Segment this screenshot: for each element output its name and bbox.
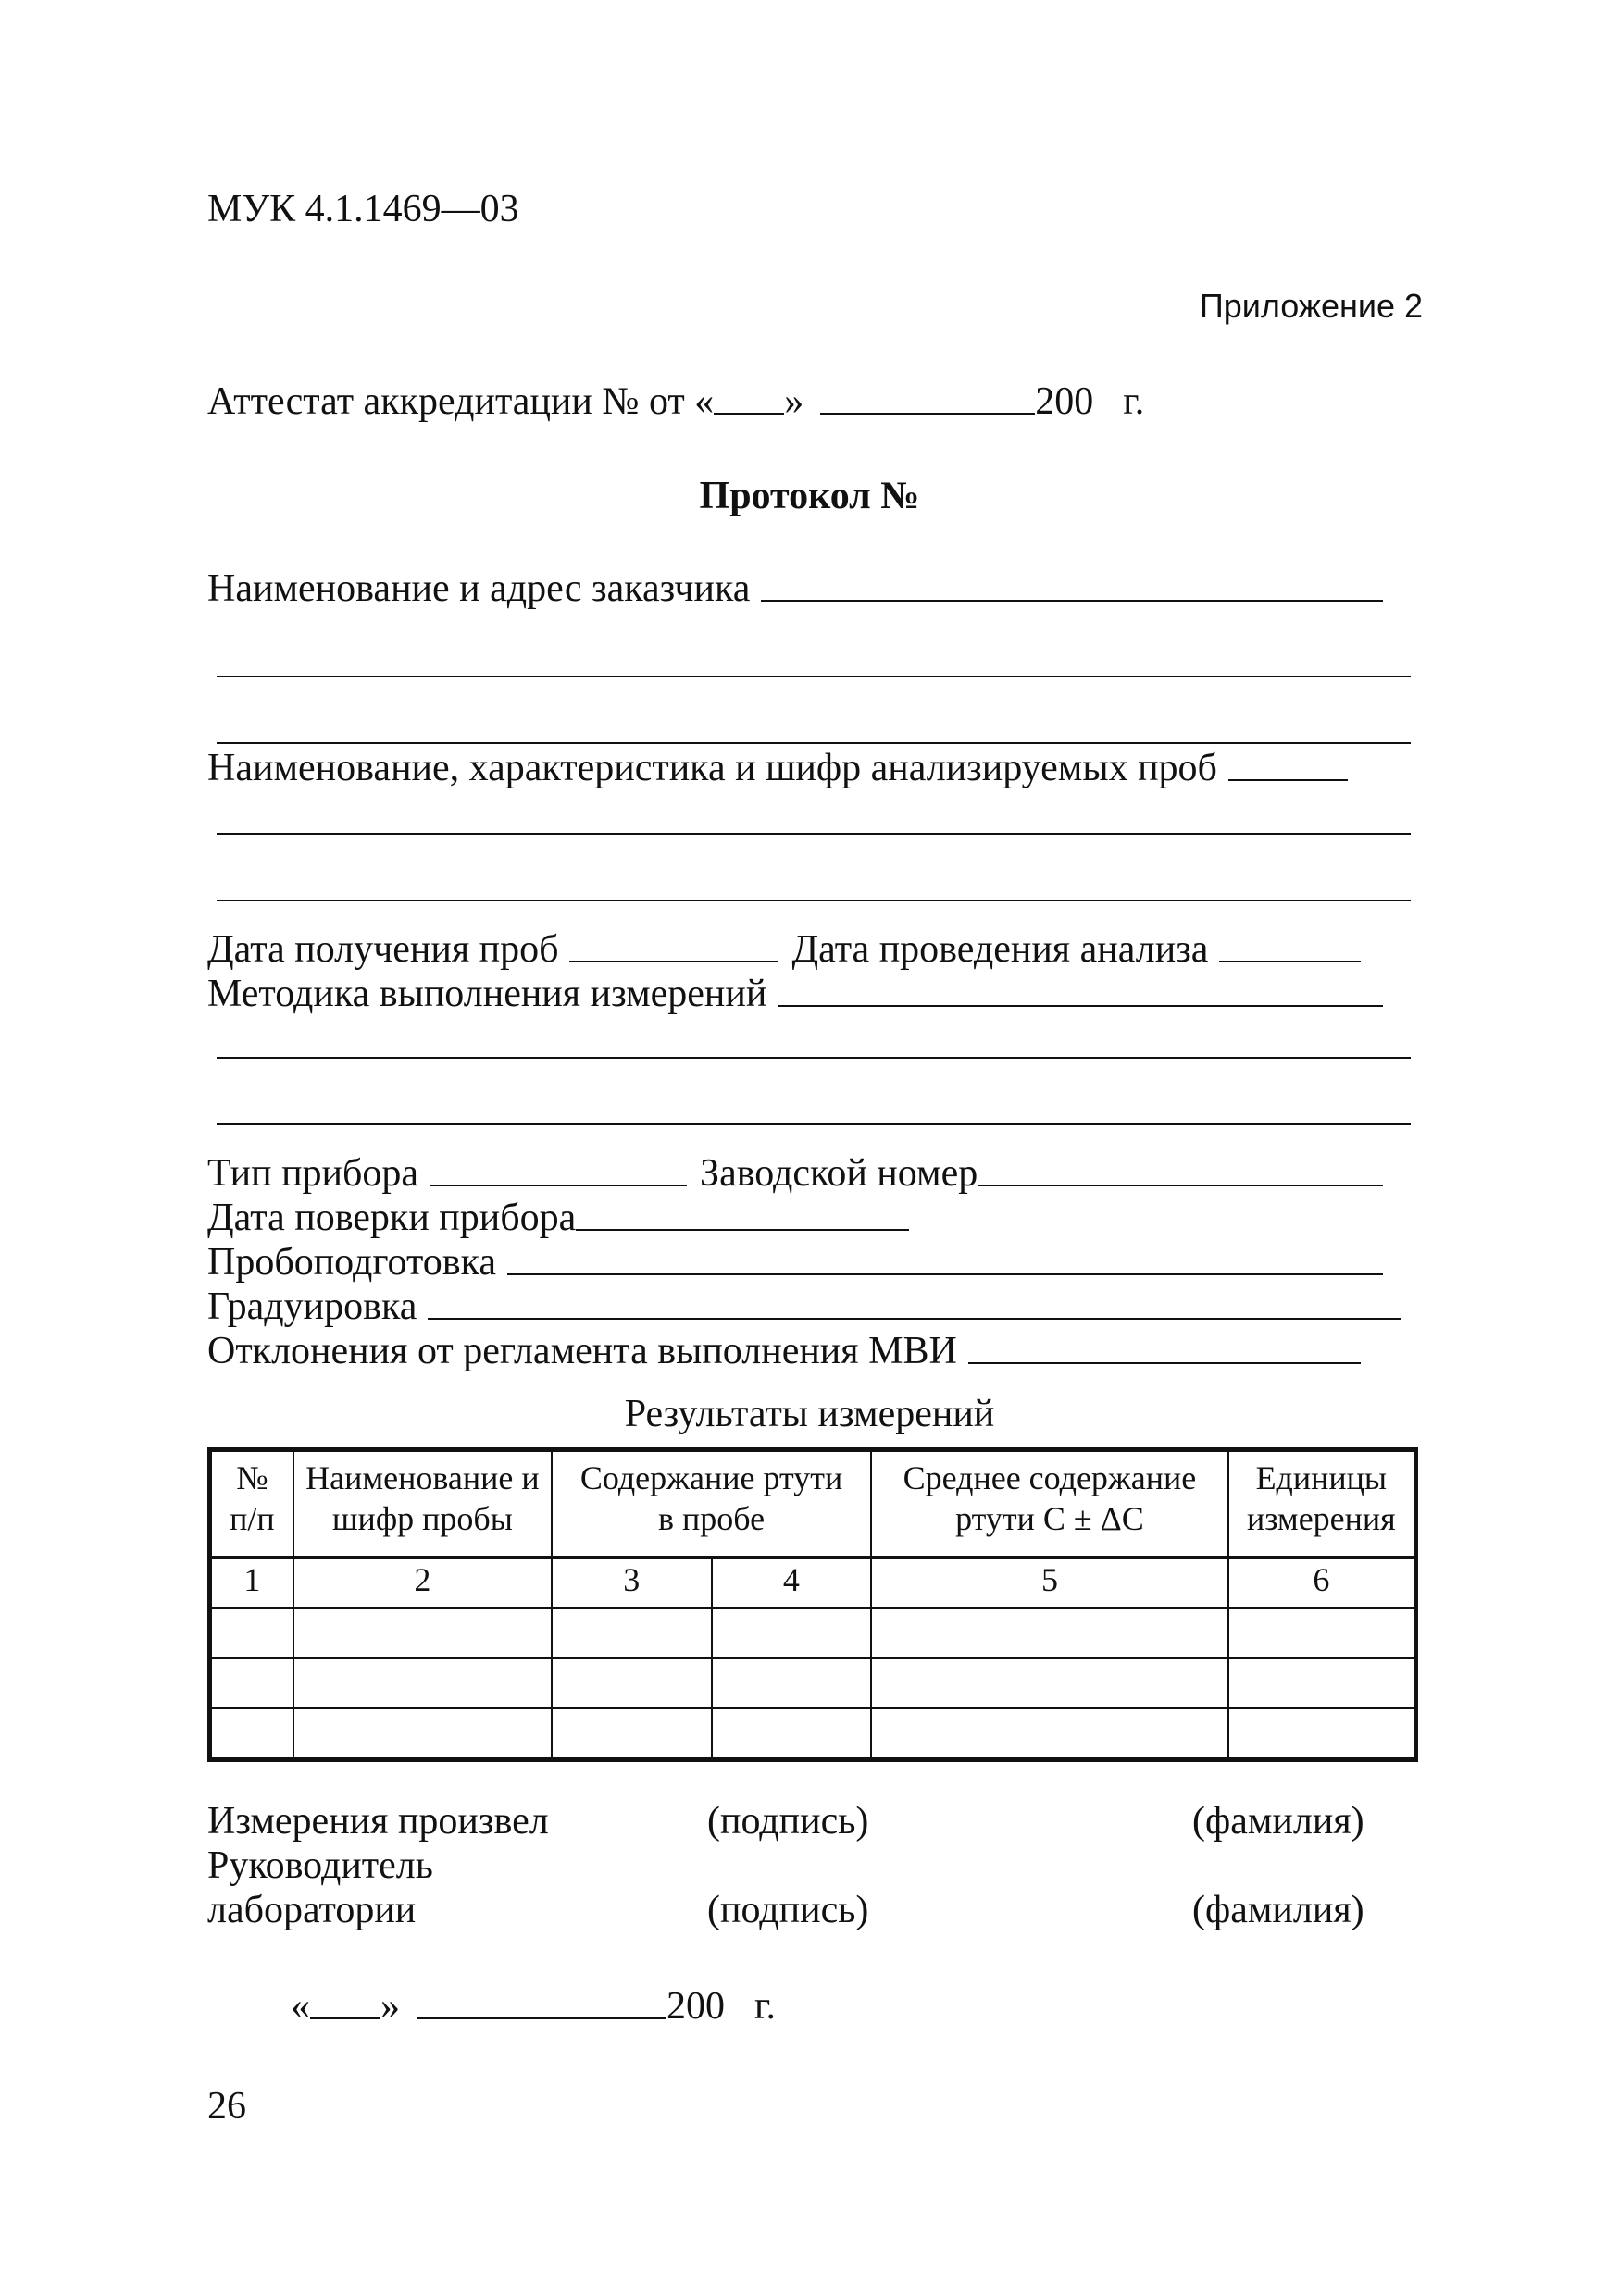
received-date-blank[interactable]: [569, 961, 778, 962]
table-cell[interactable]: [1228, 1708, 1416, 1760]
received-date-label: Дата получения проб: [207, 928, 559, 971]
table-cell[interactable]: [293, 1658, 552, 1708]
calibration-field: [207, 1285, 1401, 1329]
verification-date-blank[interactable]: [576, 1229, 909, 1231]
customer-field: [207, 566, 1383, 611]
bottom-date-day-blank[interactable]: [310, 2017, 380, 2019]
head-surname: (фамилия): [1192, 1889, 1364, 1931]
header-units-line2: измерения: [1246, 1500, 1396, 1537]
table-header-row: [210, 1450, 1416, 1558]
table-cell[interactable]: [712, 1608, 872, 1658]
samples-extra-line-2[interactable]: [217, 900, 1411, 901]
deviations-label: Отклонения от регламента выполнения МВИ: [207, 1330, 957, 1372]
bottom-date-line: [291, 1984, 776, 2029]
head-label-line2: лаборатории: [207, 1889, 417, 1931]
header-sample-name-line1: Наименование и: [305, 1459, 540, 1496]
header-mercury-content-line2: в пробе: [658, 1500, 766, 1537]
appendix-label: Приложение 2: [1199, 287, 1423, 325]
samples-label: Наименование, характеристика и шифр анализируемых проб: [207, 747, 1217, 789]
column-number: 6: [1228, 1558, 1416, 1608]
customer-extra-line-2[interactable]: [217, 742, 1411, 744]
head-signature: (подпись): [707, 1889, 869, 1931]
method-blank[interactable]: [778, 1005, 1383, 1007]
method-extra-line-1[interactable]: [217, 1057, 1411, 1059]
header-mean-content-line1: Среднее содержание: [903, 1459, 1197, 1496]
header-mean-content-line2: ртути С ± ΔС: [955, 1500, 1144, 1537]
table-row: [210, 1608, 1416, 1658]
accreditation-year-suffix: г.: [1123, 380, 1145, 423]
measured-by-signature: (подпись): [707, 1800, 869, 1843]
table-cell[interactable]: [712, 1658, 872, 1708]
customer-blank[interactable]: [761, 600, 1383, 602]
serial-number-blank[interactable]: [978, 1185, 1383, 1186]
table-cell[interactable]: [552, 1708, 712, 1760]
accreditation-year: 200: [1035, 380, 1094, 423]
accreditation-label: Аттестат аккредитации № от «: [207, 380, 715, 423]
table-row: [210, 1708, 1416, 1760]
page-number: 26: [207, 2085, 246, 2128]
customer-label: Наименование и адрес заказчика: [207, 567, 751, 610]
serial-number-label: Заводской номер: [700, 1152, 978, 1195]
table-cell[interactable]: [712, 1708, 872, 1760]
device-type-label: Тип прибора: [207, 1152, 419, 1195]
table-cell[interactable]: [552, 1658, 712, 1708]
header-units: [1228, 1450, 1416, 1558]
column-number: 2: [293, 1558, 552, 1608]
results-table: [207, 1447, 1418, 1762]
table-cell[interactable]: [210, 1608, 293, 1658]
table-cell[interactable]: [1228, 1608, 1416, 1658]
table-cell[interactable]: [293, 1708, 552, 1760]
table-cell[interactable]: [293, 1608, 552, 1658]
table-cell[interactable]: [552, 1608, 712, 1658]
header-mercury-content-line1: Содержание ртути: [579, 1459, 843, 1496]
samples-extra-line-1[interactable]: [217, 833, 1411, 835]
header-units-line1: Единицы: [1255, 1459, 1388, 1496]
column-number: 3: [552, 1558, 712, 1608]
measured-by-surname: (фамилия): [1192, 1800, 1364, 1843]
protocol-title: Протокол №: [699, 475, 920, 517]
header-sample-name-line2: шифр пробы: [331, 1500, 513, 1537]
column-number: 1: [210, 1558, 293, 1608]
sample-prep-blank[interactable]: [507, 1273, 1383, 1275]
samples-field: [207, 746, 1348, 790]
head-label-line1: Руководитель: [207, 1844, 433, 1887]
table-cell[interactable]: [871, 1608, 1227, 1658]
bottom-date-close-quote: »: [380, 1985, 400, 2028]
table-cell[interactable]: [871, 1658, 1227, 1708]
header-sample-name: [293, 1450, 552, 1558]
header-mercury-content: [552, 1450, 871, 1558]
verification-field: [207, 1196, 909, 1240]
analysis-date-label: Дата проведения анализа: [791, 928, 1209, 971]
deviations-field: [207, 1329, 1361, 1373]
column-number: 4: [712, 1558, 872, 1608]
document-code: МУК 4.1.1469—03: [207, 188, 519, 230]
header-number-line1: №: [236, 1459, 268, 1496]
sample-prep-label: Пробоподготовка: [207, 1241, 497, 1284]
header-number: [210, 1450, 293, 1558]
method-field: [207, 972, 1383, 1016]
samples-blank[interactable]: [1228, 779, 1348, 781]
dates-row: [207, 927, 1361, 972]
table-cell[interactable]: [871, 1708, 1227, 1760]
method-label: Методика выполнения измерений: [207, 973, 767, 1015]
results-title: Результаты измерений: [624, 1393, 995, 1435]
accreditation-month-blank[interactable]: [820, 413, 1035, 415]
header-number-line2: п/п: [230, 1500, 275, 1537]
bottom-date-year: 200: [666, 1985, 725, 2028]
table-cell[interactable]: [210, 1658, 293, 1708]
table-row: [210, 1658, 1416, 1708]
column-number-row: [210, 1558, 1416, 1608]
calibration-blank[interactable]: [428, 1318, 1401, 1320]
device-row: [207, 1151, 1383, 1196]
calibration-label: Градуировка: [207, 1285, 417, 1328]
accreditation-close-quote: »: [784, 380, 804, 423]
accreditation-day-blank[interactable]: [714, 413, 784, 415]
device-type-blank[interactable]: [430, 1185, 687, 1186]
measured-by-label: Измерения произвел: [207, 1800, 549, 1843]
bottom-date-suffix: г.: [754, 1985, 776, 2028]
table-cell[interactable]: [1228, 1658, 1416, 1708]
accreditation-line: [207, 379, 1144, 424]
customer-extra-line-1[interactable]: [217, 676, 1411, 677]
analysis-date-blank[interactable]: [1219, 961, 1361, 962]
table-cell[interactable]: [210, 1708, 293, 1760]
bottom-date-month-blank[interactable]: [417, 2017, 666, 2019]
method-extra-line-2[interactable]: [217, 1123, 1411, 1125]
sample-prep-field: [207, 1240, 1383, 1285]
column-number: 5: [871, 1558, 1227, 1608]
verification-date-label: Дата поверки прибора: [207, 1197, 577, 1239]
deviations-blank[interactable]: [968, 1362, 1361, 1364]
bottom-date-open-quote: «: [291, 1985, 310, 2028]
header-mean-content: [871, 1450, 1227, 1558]
